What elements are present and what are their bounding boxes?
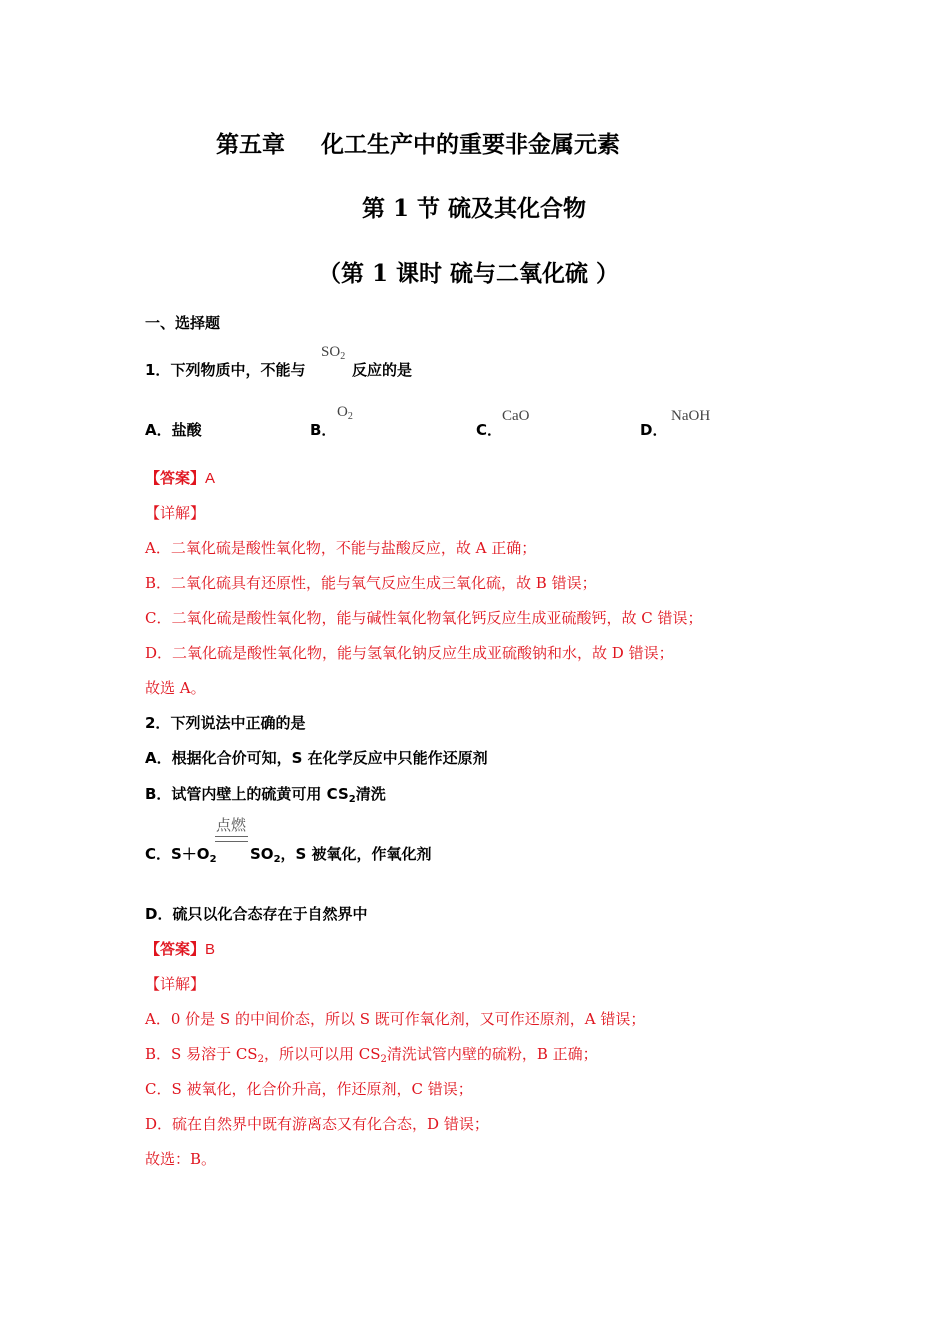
q2-detail-line: C．S 被氧化，化合价升高，作还原剂，C 错误； <box>145 1080 473 1098</box>
q2-answer: 【答案】B <box>145 940 216 958</box>
q2-option-b: B．试管内壁上的硫黄可用 $CS_2$清洗 <box>145 785 386 805</box>
q1-text-a: 下列物质中，不能与 <box>170 361 306 379</box>
q2-option-d: D．硫只以化合态存在于自然界中 <box>145 905 368 923</box>
chapter-title <box>216 126 620 159</box>
q2-detail-line: B．S 易溶于 $CS_2$，所以可以用 $CS_2$清洗试管内壁的硫粉，B 正确； <box>145 1045 598 1065</box>
chapter-name: 化工生产中的重要非金属元素 <box>321 131 620 158</box>
q1-conclusion: 故选 A。 <box>145 679 206 697</box>
q1-option-d-formula: NaOH <box>671 408 711 424</box>
q1-stem <box>145 359 305 380</box>
q1-option-b-formula: $O_2$ <box>337 404 353 422</box>
q2-option-a: A．根据化合价可知，S 在化学反应中只能作还原剂 <box>145 749 488 767</box>
q1-text-b: 反应的是 <box>352 361 413 379</box>
q1-option-a: A．盐酸 <box>145 421 202 439</box>
q1-detail-line: B．二氧化硫具有还原性，能与氧气反应生成三氧化硫，故 B 错误； <box>145 574 597 592</box>
q1-number: 1． <box>145 361 171 379</box>
q2-detail-line: D．硫在自然界中既有游离态又有化合态，D 错误； <box>145 1115 489 1133</box>
q1-option-c-formula: CaO <box>502 408 530 424</box>
q1-option-b-label: B． <box>310 421 337 439</box>
chapter-number: 第五章 <box>216 131 285 158</box>
q2-detail-label: 【详解】 <box>145 975 206 993</box>
section-title: 第 1 节 硫及其化合物 <box>362 195 587 222</box>
q2-detail-line: A．0 价是 S 的中间价态，所以 S 既可作氧化剂，又可作还原剂，A 错误； <box>145 1010 646 1028</box>
q2-reaction-condition: 点燃 <box>216 816 247 834</box>
q1-detail-line: A．二氧化硫是酸性氧化物，不能与盐酸反应，故 A 正确； <box>145 539 537 557</box>
q1-detail-line: C．二氧化硫是酸性氧化物，能与碱性氧化物氧化钙反应生成亚硫酸钙，故 C 错误； <box>145 609 703 627</box>
q1-option-c-label: C． <box>476 421 503 439</box>
q1-answer: 【答案】A <box>145 469 216 487</box>
q1-detail-line: D．二氧化硫是酸性氧化物，能与氢氧化钠反应生成亚硫酸钠和水，故 D 错误； <box>145 644 674 662</box>
q2-option-c-left: C．$S+O_2$ <box>145 845 217 865</box>
lesson-title: （第 1 课时 硫与二氧化硫 ） <box>318 260 620 287</box>
q1-detail-label: 【详解】 <box>145 504 206 522</box>
q2-conclusion: 故选：B。 <box>145 1150 217 1168</box>
part-heading: 一、选择题 <box>145 314 221 332</box>
q2-reaction-equals-sign <box>215 836 248 842</box>
q1-formula-so2: $SO_2$ <box>321 344 346 362</box>
q1-option-d-label: D． <box>640 421 668 439</box>
q2-stem: 2．下列说法中正确的是 <box>145 714 306 732</box>
q2-option-c-right: $SO_2$，S 被氧化，作氧化剂 <box>250 845 432 865</box>
